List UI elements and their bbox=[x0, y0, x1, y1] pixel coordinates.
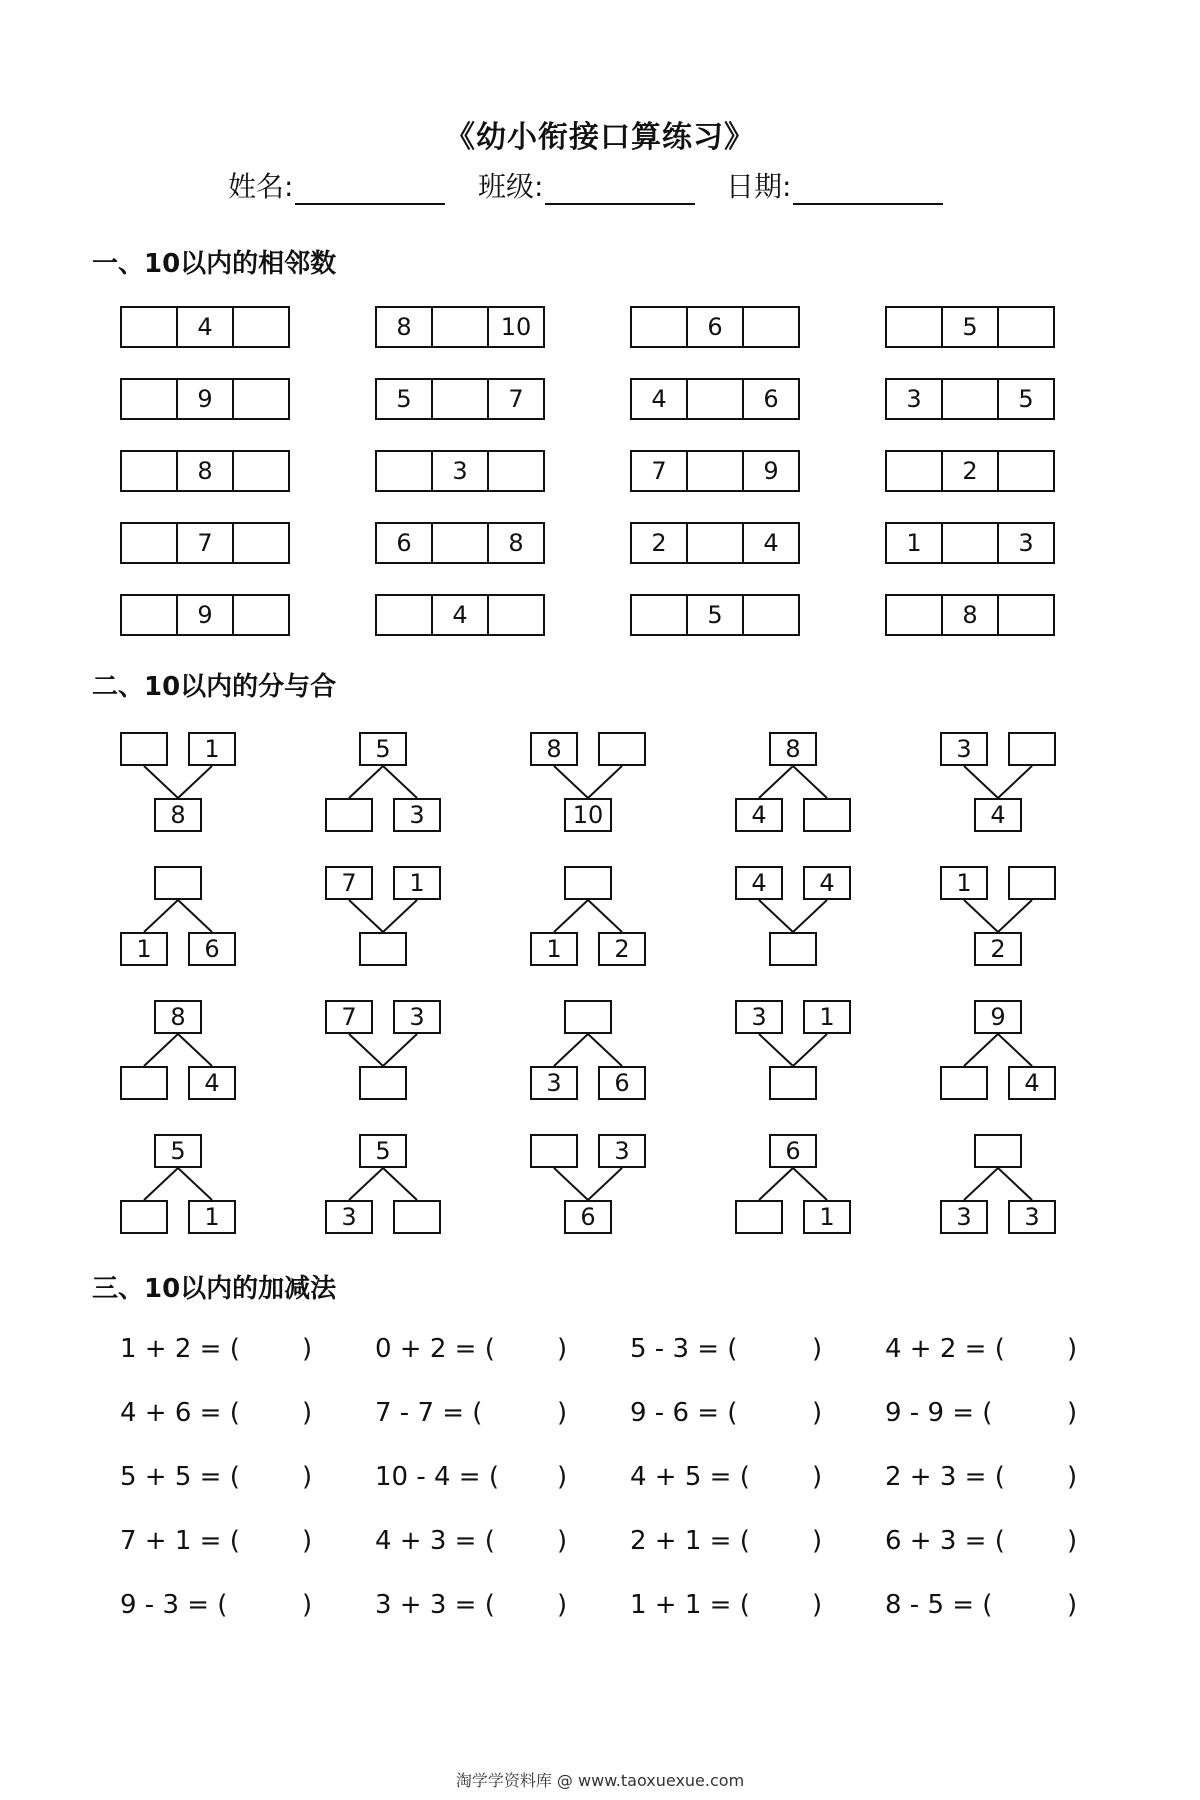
given-number: 10 bbox=[564, 798, 612, 832]
equation: 3 + 3 = ( bbox=[375, 1590, 495, 1620]
neighbor-group bbox=[630, 378, 798, 420]
given-number: 4 bbox=[974, 798, 1022, 832]
answer-box[interactable] bbox=[154, 866, 202, 900]
equation: 1 + 2 = ( bbox=[120, 1334, 240, 1364]
given-number: 4 bbox=[431, 594, 489, 636]
given-number: 6 bbox=[769, 1134, 817, 1168]
given-number: 1 bbox=[120, 932, 168, 966]
bond-line bbox=[759, 1034, 793, 1066]
equation: 9 - 3 = ( bbox=[120, 1590, 228, 1620]
answer-box[interactable] bbox=[120, 378, 178, 420]
equation: 2 + 1 = ( bbox=[630, 1526, 750, 1556]
bond-line bbox=[178, 1168, 212, 1200]
neighbor-group bbox=[120, 594, 288, 636]
number-bond bbox=[735, 732, 855, 842]
answer-box[interactable] bbox=[686, 378, 744, 420]
date-label: 日期: bbox=[726, 170, 792, 203]
number-bond bbox=[735, 1000, 855, 1110]
given-number: 4 bbox=[188, 1066, 236, 1100]
given-number: 1 bbox=[393, 866, 441, 900]
given-number: 6 bbox=[188, 932, 236, 966]
given-number: 1 bbox=[803, 1200, 851, 1234]
number-bond bbox=[120, 1134, 240, 1244]
answer-box[interactable] bbox=[120, 306, 178, 348]
neighbor-group bbox=[375, 378, 543, 420]
given-number: 5 bbox=[686, 594, 744, 636]
given-number: 5 bbox=[997, 378, 1055, 420]
close-paren: ) bbox=[812, 1590, 823, 1620]
given-number: 5 bbox=[359, 1134, 407, 1168]
given-number: 8 bbox=[530, 732, 578, 766]
close-paren: ) bbox=[302, 1526, 313, 1556]
close-paren: ) bbox=[557, 1462, 568, 1492]
bond-line bbox=[998, 1168, 1032, 1200]
given-number: 1 bbox=[803, 1000, 851, 1034]
answer-box[interactable] bbox=[1008, 866, 1056, 900]
neighbor-group bbox=[630, 522, 798, 564]
close-paren: ) bbox=[1067, 1462, 1078, 1492]
close-paren: ) bbox=[302, 1334, 313, 1364]
footer-watermark: 淘学学资料库 @ www.taoxuexue.com bbox=[455, 1771, 745, 1790]
answer-box[interactable] bbox=[769, 1066, 817, 1100]
section-2-heading: 二、10以内的分与合 bbox=[92, 672, 337, 702]
bond-line bbox=[554, 766, 588, 798]
bond-line bbox=[793, 766, 827, 798]
given-number: 6 bbox=[564, 1200, 612, 1234]
answer-box[interactable] bbox=[120, 1066, 168, 1100]
neighbor-group bbox=[885, 594, 1053, 636]
answer-box[interactable] bbox=[598, 732, 646, 766]
given-number: 3 bbox=[940, 1200, 988, 1234]
answer-box[interactable] bbox=[941, 378, 999, 420]
number-bond bbox=[940, 1000, 1060, 1110]
bond-line bbox=[383, 1168, 417, 1200]
number-bond bbox=[120, 732, 240, 842]
given-number: 6 bbox=[686, 306, 744, 348]
given-number: 2 bbox=[630, 522, 688, 564]
given-number: 5 bbox=[154, 1134, 202, 1168]
answer-box[interactable] bbox=[120, 522, 178, 564]
number-bond bbox=[530, 866, 650, 976]
given-number: 4 bbox=[735, 866, 783, 900]
bond-line bbox=[759, 900, 793, 932]
answer-box[interactable] bbox=[974, 1134, 1022, 1168]
bond-line bbox=[588, 1168, 622, 1200]
number-bond bbox=[120, 866, 240, 976]
answer-box[interactable] bbox=[431, 522, 489, 564]
answer-box[interactable] bbox=[742, 594, 800, 636]
given-number: 7 bbox=[630, 450, 688, 492]
neighbor-group bbox=[120, 306, 288, 348]
bond-line bbox=[554, 1034, 588, 1066]
given-number: 8 bbox=[154, 1000, 202, 1034]
given-number: 8 bbox=[487, 522, 545, 564]
answer-box[interactable] bbox=[997, 450, 1055, 492]
number-bond bbox=[940, 732, 1060, 842]
given-number: 10 bbox=[487, 306, 545, 348]
name-label: 姓名: bbox=[228, 170, 294, 203]
equation: 5 + 5 = ( bbox=[120, 1462, 240, 1492]
answer-box[interactable] bbox=[885, 450, 943, 492]
answer-box[interactable] bbox=[232, 450, 290, 492]
number-bond bbox=[325, 732, 445, 842]
answer-box[interactable] bbox=[359, 1066, 407, 1100]
answer-box[interactable] bbox=[325, 798, 373, 832]
answer-box[interactable] bbox=[359, 932, 407, 966]
answer-box[interactable] bbox=[769, 932, 817, 966]
equation: 5 - 3 = ( bbox=[630, 1334, 738, 1364]
answer-box[interactable] bbox=[487, 594, 545, 636]
bond-line bbox=[998, 1034, 1032, 1066]
answer-box[interactable] bbox=[232, 306, 290, 348]
answer-box[interactable] bbox=[885, 594, 943, 636]
bond-line bbox=[588, 900, 622, 932]
answer-box[interactable] bbox=[120, 1200, 168, 1234]
bond-line bbox=[383, 1034, 417, 1066]
answer-box[interactable] bbox=[997, 594, 1055, 636]
number-bond bbox=[735, 1134, 855, 1244]
neighbor-group bbox=[630, 306, 798, 348]
bond-line bbox=[554, 900, 588, 932]
answer-box[interactable] bbox=[686, 450, 744, 492]
equation: 4 + 5 = ( bbox=[630, 1462, 750, 1492]
date-blank[interactable] bbox=[793, 169, 943, 205]
given-number: 4 bbox=[735, 798, 783, 832]
close-paren: ) bbox=[812, 1462, 823, 1492]
section-3-heading: 三、10以内的加减法 bbox=[92, 1274, 337, 1304]
bond-line bbox=[964, 1034, 998, 1066]
number-bond bbox=[325, 866, 445, 976]
bond-line bbox=[964, 1168, 998, 1200]
given-number: 9 bbox=[176, 594, 234, 636]
bond-line bbox=[178, 900, 212, 932]
number-bond bbox=[325, 1000, 445, 1110]
given-number: 8 bbox=[375, 306, 433, 348]
given-number: 8 bbox=[154, 798, 202, 832]
given-number: 3 bbox=[940, 732, 988, 766]
answer-box[interactable] bbox=[431, 378, 489, 420]
given-number: 1 bbox=[940, 866, 988, 900]
given-number: 5 bbox=[359, 732, 407, 766]
equation: 0 + 2 = ( bbox=[375, 1334, 495, 1364]
given-number: 3 bbox=[393, 1000, 441, 1034]
number-bond bbox=[940, 866, 1060, 976]
given-number: 9 bbox=[176, 378, 234, 420]
answer-box[interactable] bbox=[742, 306, 800, 348]
bond-line bbox=[383, 900, 417, 932]
answer-box[interactable] bbox=[630, 594, 688, 636]
bond-line bbox=[144, 900, 178, 932]
given-number: 7 bbox=[325, 866, 373, 900]
bond-line bbox=[998, 766, 1032, 798]
given-number: 3 bbox=[1008, 1200, 1056, 1234]
class-label: 班级: bbox=[478, 170, 544, 203]
bond-line bbox=[793, 1034, 827, 1066]
bond-line bbox=[349, 900, 383, 932]
given-number: 2 bbox=[598, 932, 646, 966]
close-paren: ) bbox=[302, 1590, 313, 1620]
close-paren: ) bbox=[812, 1526, 823, 1556]
given-number: 6 bbox=[598, 1066, 646, 1100]
given-number: 7 bbox=[325, 1000, 373, 1034]
answer-box[interactable] bbox=[120, 732, 168, 766]
bond-line bbox=[759, 1168, 793, 1200]
equation: 7 - 7 = ( bbox=[375, 1398, 483, 1428]
given-number: 7 bbox=[487, 378, 545, 420]
given-number: 3 bbox=[885, 378, 943, 420]
equation: 2 + 3 = ( bbox=[885, 1462, 1005, 1492]
given-number: 3 bbox=[997, 522, 1055, 564]
bond-line bbox=[793, 900, 827, 932]
close-paren: ) bbox=[1067, 1398, 1078, 1428]
bond-line bbox=[178, 1034, 212, 1066]
neighbor-group bbox=[630, 594, 798, 636]
number-bond bbox=[940, 1134, 1060, 1244]
answer-box[interactable] bbox=[1008, 732, 1056, 766]
answer-box[interactable] bbox=[803, 798, 851, 832]
equation: 7 + 1 = ( bbox=[120, 1526, 240, 1556]
bond-line bbox=[144, 1168, 178, 1200]
equation: 4 + 6 = ( bbox=[120, 1398, 240, 1428]
answer-box[interactable] bbox=[375, 594, 433, 636]
bond-line bbox=[588, 1034, 622, 1066]
close-paren: ) bbox=[557, 1334, 568, 1364]
answer-box[interactable] bbox=[997, 306, 1055, 348]
number-bond bbox=[735, 866, 855, 976]
answer-box[interactable] bbox=[120, 450, 178, 492]
given-number: 4 bbox=[176, 306, 234, 348]
answer-box[interactable] bbox=[630, 306, 688, 348]
bond-line bbox=[349, 1034, 383, 1066]
date-field bbox=[726, 165, 943, 205]
given-number: 9 bbox=[974, 1000, 1022, 1034]
close-paren: ) bbox=[302, 1398, 313, 1428]
number-bond bbox=[530, 1134, 650, 1244]
given-number: 5 bbox=[375, 378, 433, 420]
number-bond bbox=[530, 732, 650, 842]
bond-line bbox=[793, 1168, 827, 1200]
answer-box[interactable] bbox=[431, 306, 489, 348]
bond-line bbox=[383, 766, 417, 798]
given-number: 6 bbox=[375, 522, 433, 564]
class-field bbox=[478, 165, 695, 205]
page-title: 《幼小衔接口算练习》 bbox=[445, 120, 755, 155]
answer-box[interactable] bbox=[393, 1200, 441, 1234]
equation: 6 + 3 = ( bbox=[885, 1526, 1005, 1556]
answer-box[interactable] bbox=[232, 594, 290, 636]
student-info bbox=[0, 165, 1200, 205]
answer-box[interactable] bbox=[530, 1134, 578, 1168]
section-1-heading: 一、10以内的相邻数 bbox=[92, 249, 337, 279]
given-number: 1 bbox=[885, 522, 943, 564]
given-number: 6 bbox=[742, 378, 800, 420]
neighbor-group bbox=[885, 450, 1053, 492]
given-number: 5 bbox=[941, 306, 999, 348]
equation: 4 + 2 = ( bbox=[885, 1334, 1005, 1364]
given-number: 3 bbox=[735, 1000, 783, 1034]
given-number: 8 bbox=[941, 594, 999, 636]
answer-box[interactable] bbox=[735, 1200, 783, 1234]
answer-box[interactable] bbox=[885, 306, 943, 348]
bond-line bbox=[554, 1168, 588, 1200]
bond-line bbox=[349, 1168, 383, 1200]
answer-box[interactable] bbox=[564, 866, 612, 900]
given-number: 1 bbox=[530, 932, 578, 966]
neighbor-group bbox=[120, 378, 288, 420]
bond-line bbox=[964, 766, 998, 798]
equation: 9 - 6 = ( bbox=[630, 1398, 738, 1428]
neighbor-group bbox=[375, 450, 543, 492]
equation: 4 + 3 = ( bbox=[375, 1526, 495, 1556]
given-number: 8 bbox=[769, 732, 817, 766]
answer-box[interactable] bbox=[120, 594, 178, 636]
number-bond bbox=[325, 1134, 445, 1244]
name-blank[interactable] bbox=[295, 169, 445, 205]
close-paren: ) bbox=[557, 1526, 568, 1556]
equation: 8 - 5 = ( bbox=[885, 1590, 993, 1620]
number-bond bbox=[530, 1000, 650, 1110]
close-paren: ) bbox=[812, 1334, 823, 1364]
bond-line bbox=[759, 766, 793, 798]
given-number: 4 bbox=[742, 522, 800, 564]
close-paren: ) bbox=[1067, 1590, 1078, 1620]
neighbor-group bbox=[885, 306, 1053, 348]
answer-box[interactable] bbox=[487, 450, 545, 492]
close-paren: ) bbox=[302, 1462, 313, 1492]
bond-line bbox=[144, 766, 178, 798]
bond-line bbox=[588, 766, 622, 798]
given-number: 3 bbox=[393, 798, 441, 832]
given-number: 4 bbox=[630, 378, 688, 420]
answer-box[interactable] bbox=[375, 450, 433, 492]
given-number: 9 bbox=[742, 450, 800, 492]
given-number: 4 bbox=[1008, 1066, 1056, 1100]
answer-box[interactable] bbox=[564, 1000, 612, 1034]
bond-line bbox=[178, 766, 212, 798]
given-number: 4 bbox=[803, 866, 851, 900]
class-blank[interactable] bbox=[545, 169, 695, 205]
neighbor-group bbox=[885, 378, 1053, 420]
name-field bbox=[228, 165, 445, 205]
answer-box[interactable] bbox=[232, 522, 290, 564]
equation: 10 - 4 = ( bbox=[375, 1462, 499, 1492]
close-paren: ) bbox=[557, 1398, 568, 1428]
close-paren: ) bbox=[557, 1590, 568, 1620]
given-number: 1 bbox=[188, 1200, 236, 1234]
equation: 9 - 9 = ( bbox=[885, 1398, 993, 1428]
neighbor-group bbox=[120, 450, 288, 492]
given-number: 1 bbox=[188, 732, 236, 766]
neighbor-group bbox=[120, 522, 288, 564]
number-bond bbox=[120, 1000, 240, 1110]
given-number: 8 bbox=[176, 450, 234, 492]
bond-line bbox=[964, 900, 998, 932]
given-number: 7 bbox=[176, 522, 234, 564]
given-number: 3 bbox=[530, 1066, 578, 1100]
neighbor-group bbox=[630, 450, 798, 492]
answer-box[interactable] bbox=[941, 522, 999, 564]
bond-line bbox=[144, 1034, 178, 1066]
close-paren: ) bbox=[1067, 1526, 1078, 1556]
answer-box[interactable] bbox=[940, 1066, 988, 1100]
given-number: 3 bbox=[431, 450, 489, 492]
close-paren: ) bbox=[1067, 1334, 1078, 1364]
answer-box[interactable] bbox=[232, 378, 290, 420]
equation: 1 + 1 = ( bbox=[630, 1590, 750, 1620]
given-number: 2 bbox=[941, 450, 999, 492]
answer-box[interactable] bbox=[686, 522, 744, 564]
given-number: 3 bbox=[598, 1134, 646, 1168]
bond-line bbox=[349, 766, 383, 798]
neighbor-group bbox=[375, 594, 543, 636]
given-number: 3 bbox=[325, 1200, 373, 1234]
neighbor-group bbox=[375, 306, 543, 348]
neighbor-group bbox=[885, 522, 1053, 564]
neighbor-group bbox=[375, 522, 543, 564]
close-paren: ) bbox=[812, 1398, 823, 1428]
given-number: 2 bbox=[974, 932, 1022, 966]
bond-line bbox=[998, 900, 1032, 932]
